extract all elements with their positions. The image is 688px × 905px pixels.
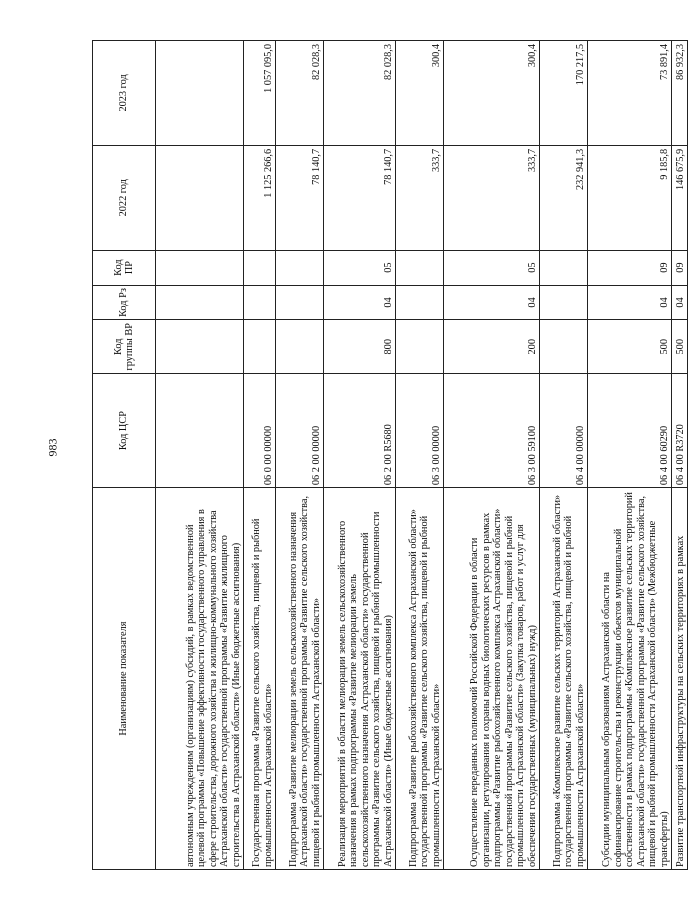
row-pr — [540, 250, 588, 285]
row-2023: 86 932,3 — [672, 41, 688, 146]
table-row — [244, 41, 276, 870]
row-pr: 05 — [324, 250, 396, 285]
row-vr — [396, 320, 444, 374]
row-name: автономным учреждениям (организациям) субсидий, в рамках ведомственной целевой программы «Повышение эффективности государственного управления в сфере строительства, дорожного хозяйства и жилищно-коммунального хозяйства Астраханской области» государственной программы «Развитие жилищного строительства в Астраханской области» (Иные бюджетные ассигнования) — [156, 488, 244, 870]
table-row — [396, 41, 444, 870]
row-2022: 1 125 266,6 — [244, 145, 276, 250]
budget-table — [92, 40, 688, 870]
row-csr: 06 2 00 R5680 — [324, 374, 396, 488]
row-pr: 09 — [588, 250, 672, 285]
table-row — [444, 41, 540, 870]
row-pr: 05 — [444, 250, 540, 285]
row-2023 — [156, 41, 244, 146]
row-vr: 800 — [324, 320, 396, 374]
row-rz — [244, 285, 276, 320]
row-csr: 06 0 00 00000 — [244, 374, 276, 488]
row-csr: 06 4 00 60290 — [588, 374, 672, 488]
row-vr: 500 — [588, 320, 672, 374]
row-2023: 1 057 095,0 — [244, 41, 276, 146]
row-vr: 500 — [672, 320, 688, 374]
row-2022: 78 140,7 — [276, 145, 324, 250]
row-name: Осуществление переданных полномочий Российской Федерации в области организации, регулирования и охраны водных биологических ресурсов в рамках подпрограммы «Развитие рыбохозяйственного комплекса Астраханской области» государственной программы «Развитие сельского хозяйства, пищевой и рыбной промышленности Астраханской области» (Закупка товаров, работ и услуг для обеспечения государственных (муниципальных) нужд) — [444, 488, 540, 870]
row-name: Развитие транспортной инфраструктуры на сельских территориях в рамках — [672, 488, 688, 870]
row-2023: 170 217,5 — [540, 41, 588, 146]
row-rz — [276, 285, 324, 320]
row-name: Подпрограмма «Развитие мелиорации земель сельскохозяйственного назначения Астраханской области» государственной программы «Развитие сельского хозяйства, пищевой и рыбной промышленности Астраханской области» — [276, 488, 324, 870]
header-2022: 2022 год — [93, 145, 156, 250]
row-csr: 06 2 00 00000 — [276, 374, 324, 488]
row-csr: 06 3 00 00000 — [396, 374, 444, 488]
table-row — [540, 41, 588, 870]
row-2022 — [156, 145, 244, 250]
row-2022: 333,7 — [444, 145, 540, 250]
header-csr: Код ЦСР — [93, 374, 156, 488]
row-rz: 04 — [672, 285, 688, 320]
row-csr: 06 3 00 59100 — [444, 374, 540, 488]
row-2022: 333,7 — [396, 145, 444, 250]
row-name: Подпрограмма «Развитие рыбохозяйственного комплекса Астраханской области» государственной программы «Развитие сельского хозяйства, пищевой и рыбной промышленности Астраханской области» — [396, 488, 444, 870]
table-row — [324, 41, 396, 870]
row-vr — [540, 320, 588, 374]
row-name: Реализация мероприятий в области мелиорации земель сельскохозяйственного назначения в рамках подпрограммы «Развитие мелиорации земель сельскохозяйственного назначения Астраханской области» государственной программы «Развитие сельского хозяйства, пищевой и рыбной промышленности Астраханской области» (Иные бюджетные ассигнования) — [324, 488, 396, 870]
row-vr — [276, 320, 324, 374]
row-2023: 73 891,4 — [588, 41, 672, 146]
row-2023: 82 028,3 — [324, 41, 396, 146]
row-rz: 04 — [324, 285, 396, 320]
page-number: 983 — [45, 438, 60, 457]
row-rz — [396, 285, 444, 320]
header-row — [93, 41, 156, 870]
row-csr — [156, 374, 244, 488]
header-vr: Код группы ВР — [93, 320, 156, 374]
row-vr — [156, 320, 244, 374]
row-pr — [244, 250, 276, 285]
row-rz — [540, 285, 588, 320]
row-pr: 09 — [672, 250, 688, 285]
row-pr — [276, 250, 324, 285]
row-rz: 04 — [444, 285, 540, 320]
rotated-table-wrapper — [92, 40, 686, 870]
row-2023: 300,4 — [396, 41, 444, 146]
row-2023: 300,4 — [444, 41, 540, 146]
row-rz — [156, 285, 244, 320]
row-vr: 200 — [444, 320, 540, 374]
row-2022: 9 185,8 — [588, 145, 672, 250]
table-row — [588, 41, 672, 870]
row-2022: 232 941,3 — [540, 145, 588, 250]
row-rz: 04 — [588, 285, 672, 320]
row-vr — [244, 320, 276, 374]
table-row — [276, 41, 324, 870]
row-2022: 78 140,7 — [324, 145, 396, 250]
row-pr — [396, 250, 444, 285]
row-csr: 06 4 00 00000 — [540, 374, 588, 488]
row-2022: 146 675,9 — [672, 145, 688, 250]
row-2023: 82 028,3 — [276, 41, 324, 146]
table-row — [672, 41, 688, 870]
row-name: Государственная программа «Развитие сельского хозяйства, пищевой и рыбной промышленности Астраханской области» — [244, 488, 276, 870]
table-row — [156, 41, 244, 870]
header-rz: Код Рз — [93, 285, 156, 320]
row-csr: 06 4 00 R3720 — [672, 374, 688, 488]
header-2023: 2023 год — [93, 41, 156, 146]
row-pr — [156, 250, 244, 285]
header-name: Наименование показателя — [93, 488, 156, 870]
row-name: Субсидии муниципальным образованиям Астраханской области на софинансирование строительства и реконструкции объектов муниципальной собственности в рамках подпрограммы «Комплексное развитие сельских территорий Астраханской области» государственной программы «Развитие сельского хозяйства, пищевой и рыбной промышленности Астраханской области» (Межбюджетные трансферты) — [588, 488, 672, 870]
row-name: Подпрограмма «Комплексное развитие сельских территорий Астраханской области» государственной программы «Развитие сельского хозяйства, пищевой и рыбной промышленности Астраханской области» — [540, 488, 588, 870]
header-pr: Код ПР — [93, 250, 156, 285]
